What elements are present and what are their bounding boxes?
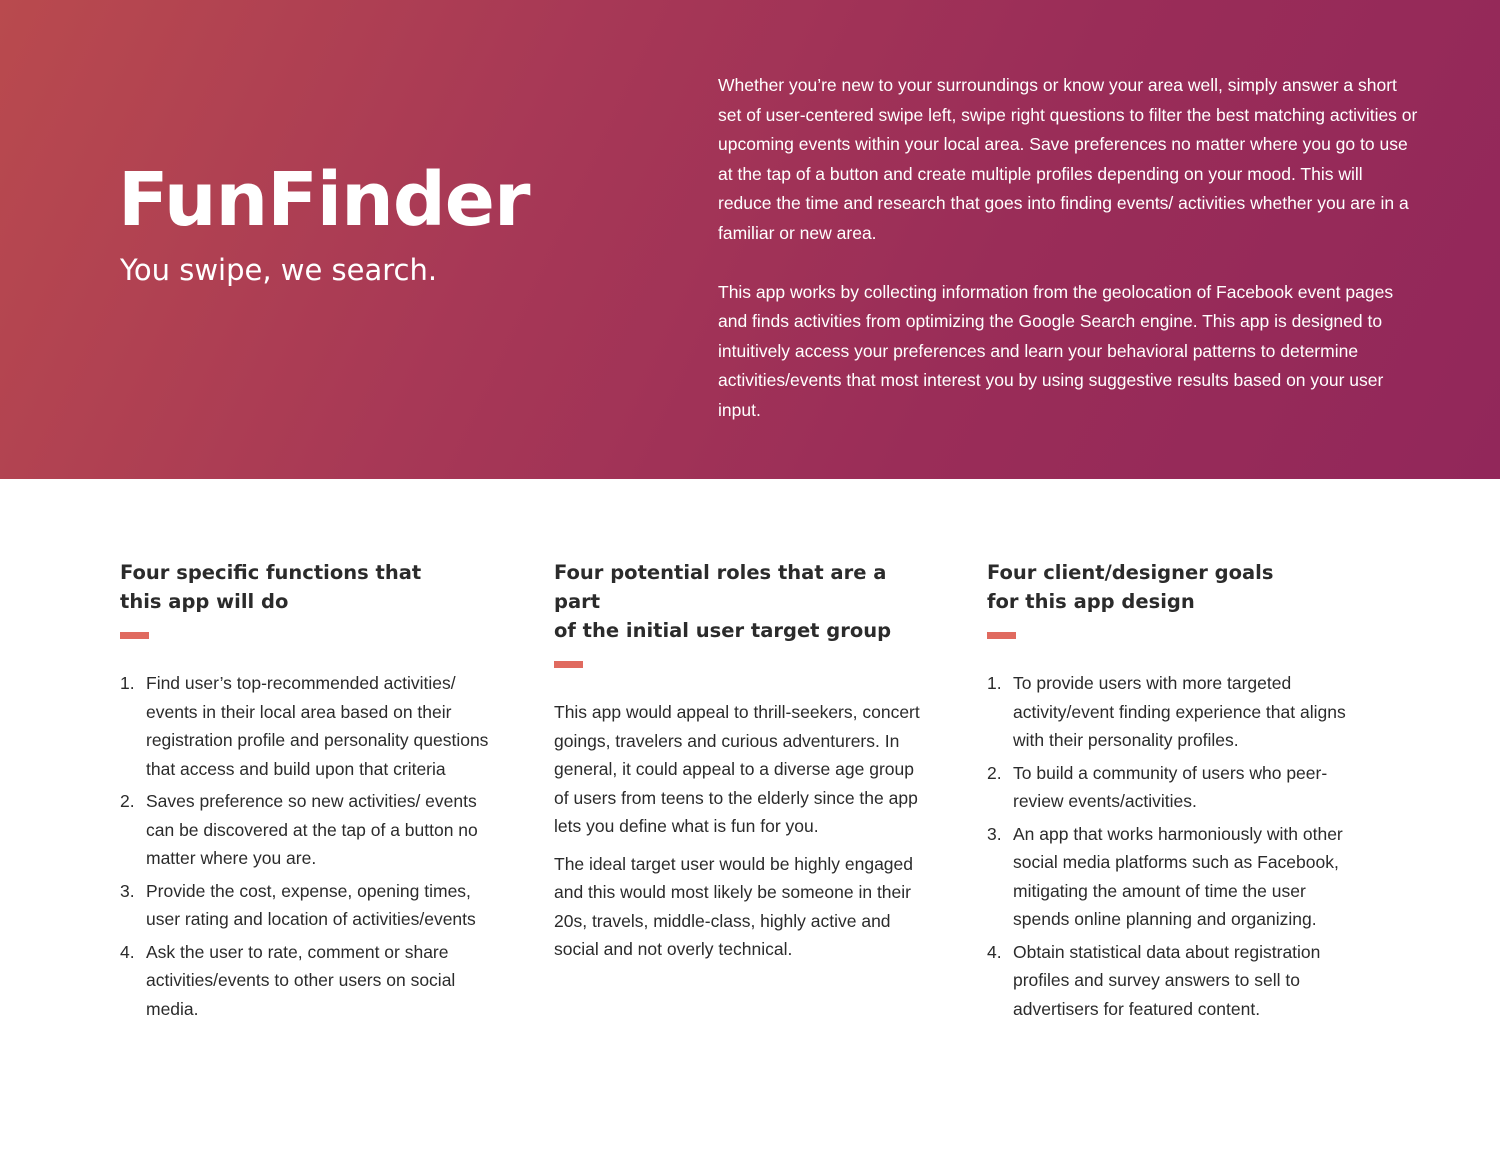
roles-column (554, 558, 924, 973)
goals-list (987, 669, 1357, 1023)
list-item-text: Ask the user to rate, comment or share activities/events to other users on social media. (146, 941, 456, 1019)
roles-paragraph-1: This app would appeal to thrill-seekers, concert goings, travelers and curious adventurers. In general, it could appeal to a diverse age group of users from teens to the elderly since the app lets you define what is fun for you. (554, 702, 920, 836)
app-title: FunFinder (118, 157, 530, 243)
roles-heading: Four potential roles that are a part of the initial user target group (554, 561, 892, 642)
functions-list (120, 669, 490, 1023)
hero-banner (0, 0, 1500, 479)
list-number: 1. (120, 673, 135, 693)
goals-heading: Four client/designer goals for this app design (987, 561, 1274, 613)
list-item (120, 787, 490, 873)
list-number: 3. (120, 880, 135, 901)
description-paragraph-2: This app works by collecting information from the geolocation of Facebook event pages and finds activities from optimizing the Google Search engine. This app is designed to intuitively access your preferences and learn your behavioral patterns to determine activities/events that most interest you by using suggestive results based on your user input. (718, 281, 1394, 420)
list-item-text: To provide users with more targeted activity/event finding experience that aligns with their personality profiles. (1013, 673, 1346, 750)
roles-paragraph-2: The ideal target user would be highly engaged and this would most likely be someone in their 20s, travels, middle-class, highly active and social and not overly technical. (554, 853, 913, 959)
list-item-text: Saves preference so new activities/ events can be discovered at the tap of a button no matter where you are. (146, 791, 478, 868)
list-number: 2. (987, 762, 1002, 783)
app-description (718, 71, 1418, 425)
list-item (120, 877, 490, 934)
list-item-text: Obtain statistical data about registration profiles and survey answers to sell to advertisers for featured content. (1013, 941, 1321, 1019)
functions-heading: Four specific functions that this app will do (120, 561, 422, 613)
list-number: 1. (987, 673, 1002, 693)
list-item-text: To build a community of users who peer-review events/activities. (1013, 762, 1328, 811)
list-item (987, 759, 1357, 816)
accent-divider (987, 632, 1016, 639)
list-item (987, 820, 1357, 934)
accent-divider (554, 661, 583, 668)
app-tagline: You swipe, we search. (120, 253, 438, 287)
list-item-text: Provide the cost, expense, opening times, user rating and location of activities/events (146, 880, 476, 929)
accent-divider (120, 632, 149, 639)
functions-column (120, 558, 490, 1027)
roles-text (554, 698, 924, 964)
list-item (120, 669, 490, 783)
goals-column (987, 558, 1357, 1027)
description-paragraph-1: Whether you’re new to your surroundings or know your area well, simply answer a short set of user-centered swipe left, swipe right questions to filter the best matching activities or upcoming events within your local area. Save preferences no matter where you go to use at the tap of a button and create multiple profiles depending on your mood. This will reduce the time and research that goes into finding events/ activities whether you are in a familiar or new area. (718, 75, 1418, 243)
list-number: 3. (987, 823, 1002, 844)
list-number: 2. (120, 791, 135, 811)
list-item (987, 938, 1357, 1024)
list-item-text: An app that works harmoniously with other social media platforms such as Facebook, mitigating the amount of time the user spends online planning and organizing. (1013, 823, 1343, 929)
list-item (987, 669, 1357, 755)
list-item-text: Find user’s top-recommended activities/ events in their local area based on their registration profile and personality questions that access and build upon that criteria (146, 673, 489, 779)
list-number: 4. (120, 941, 135, 962)
list-item (120, 938, 490, 1024)
list-number: 4. (987, 941, 1002, 962)
